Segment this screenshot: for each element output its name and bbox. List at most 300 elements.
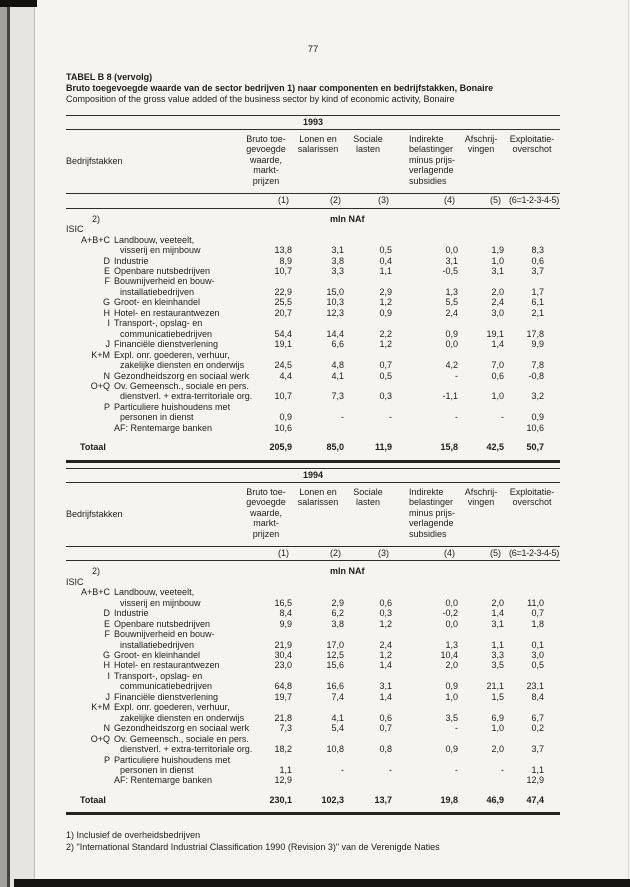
row-label-line: Bouwnijverheid en bouw- [114, 629, 215, 640]
value-cell: - [455, 412, 458, 423]
column-number: (4) [392, 546, 458, 560]
row-label [110, 755, 240, 776]
value-cell: 3,8 [331, 618, 344, 629]
column-header-line: prijzen [252, 175, 280, 186]
column-header-line: vingen [467, 144, 495, 155]
value-cell: 2,9 [379, 286, 392, 297]
column-header-line: Indirekte [409, 486, 444, 497]
isic-code: H [103, 660, 110, 671]
table-title-dutch: Bruto toegevoegde waarde van de sector bedrijven 1) naar componenten en bedrijfstakken, Bonaire [66, 83, 494, 93]
row-label [110, 339, 240, 349]
table-row [66, 671, 560, 692]
isic-code: D [103, 255, 110, 266]
value-cell: 0,6 [531, 255, 544, 266]
value-cell: 3,3 [331, 265, 344, 276]
value-cell: 3,0 [491, 307, 504, 318]
value-cell: 3,1 [491, 618, 504, 629]
footnote-1: 1) Inclusief de overheidsbedrijven [66, 830, 201, 841]
value-cell: 1,4 [379, 660, 392, 671]
value-cell: 4,2 [445, 360, 458, 371]
column-number: (1) [240, 546, 292, 560]
column-header-line: markt- [253, 165, 279, 176]
column-header [392, 130, 458, 194]
value-cell: 0,1 [531, 639, 544, 650]
column-header [504, 130, 560, 194]
value-cell: 3,5 [445, 712, 458, 723]
table-row [66, 350, 560, 371]
table-1993 [66, 115, 560, 463]
value-cell: 13,8 [274, 245, 292, 256]
table-row [66, 692, 560, 702]
table-row [66, 371, 560, 381]
value-cell: 1,8 [531, 618, 544, 629]
scan-bottom-bar [14, 879, 630, 887]
table-row [66, 660, 560, 670]
column-header-row [66, 130, 560, 194]
column-number-row [66, 546, 560, 560]
row-label-line: Ov. Gemeensch., sociale en pers. [114, 380, 249, 391]
row-label-line: Transport-, opslag- en [114, 318, 203, 329]
row-label-line: Groot- en kleinhandel [114, 650, 201, 661]
value-cell: 2,0 [445, 660, 458, 671]
value-cell: 7,3 [331, 391, 344, 402]
value-cell: 9,9 [531, 339, 544, 350]
value-cell: 2,9 [331, 597, 344, 608]
value-cell: 23,1 [526, 681, 544, 692]
row-label [110, 308, 240, 318]
value-cell: 17,8 [526, 328, 544, 339]
value-cell: 3,2 [531, 391, 544, 402]
value-cell: 0,2 [531, 723, 544, 734]
value-cell: -0,2 [442, 608, 458, 619]
value-cell: 12,9 [274, 775, 292, 786]
column-header-line: Sociale [353, 134, 383, 144]
row-label [110, 619, 240, 629]
row-label-line: Particuliere huishoudens met [114, 754, 231, 765]
isic-code: E [103, 618, 110, 629]
row-label-line: visserij en mijnbouw [120, 597, 201, 608]
isic-code: A+B+C [80, 587, 110, 598]
value-cell: 0,0 [445, 618, 458, 629]
row-header-label: Bedrijfstakken [66, 483, 240, 547]
value-cell: 21,1 [486, 681, 504, 692]
row-label-line: dienstverl. + extra-territoriale org. [120, 744, 253, 755]
value-cell: 11,0 [527, 597, 544, 608]
data-table [66, 130, 560, 456]
value-cell: 24,5 [274, 360, 292, 371]
isic-code: P [103, 754, 110, 765]
value-cell: 10,4 [440, 650, 458, 661]
row-label-line: Transport-, opslag- en [114, 670, 203, 681]
value-cell: -1,1 [442, 391, 458, 402]
column-header-line: waarde, [249, 507, 283, 518]
value-cell: 0,9 [531, 412, 544, 423]
value-cell: 15,6 [326, 660, 344, 671]
column-header [344, 483, 392, 547]
row-label-line: Industrie [114, 255, 149, 266]
isic-code: G [102, 297, 110, 308]
value-cell [292, 423, 344, 433]
row-label-line: Groot- en kleinhandel [114, 297, 201, 308]
value-cell: 0,0 [445, 339, 458, 350]
row-label [110, 256, 240, 266]
column-header-line: lasten [355, 144, 381, 155]
scan-corner-black [0, 0, 37, 7]
book-spine-shadow [0, 0, 7, 887]
row-header-label: Bedrijfstakken [66, 130, 240, 194]
column-header-line: belastinger [409, 497, 454, 508]
row-label-line: Bouwnijverheid en bouw- [114, 276, 215, 287]
value-cell: - [389, 765, 392, 776]
value-cell: - [389, 412, 392, 423]
row-label [110, 775, 240, 785]
column-header-line: vingen [467, 497, 495, 508]
column-header-line: Sociale [353, 486, 383, 497]
row-label-line: zakelijke diensten en onderwijs [120, 712, 245, 723]
value-cell: 8,9 [279, 255, 292, 266]
row-label [110, 723, 250, 734]
value-cell: 1,4 [491, 339, 504, 350]
total-label: Totaal [80, 794, 106, 805]
value-cell: - [341, 765, 344, 776]
column-header-line: Exploitatie- [509, 486, 555, 497]
value-cell: 1,1 [279, 765, 292, 776]
footnotes [66, 830, 560, 853]
total-row [66, 440, 560, 455]
column-header [458, 130, 504, 194]
total-label: Totaal [80, 442, 106, 453]
isic-code: I [107, 318, 110, 329]
isic-code: K+M [91, 702, 110, 713]
value-cell: 1,3 [445, 639, 458, 650]
isic-label: ISIC [66, 224, 84, 235]
table-1994 [66, 468, 560, 816]
value-cell: 0,9 [445, 681, 458, 692]
isic-code: O+Q [90, 380, 110, 391]
value-cell: 7,3 [279, 723, 292, 734]
row-label [110, 733, 253, 755]
column-header-line: Afschrij- [464, 486, 498, 497]
table-row [66, 650, 560, 660]
isic-code: E [103, 265, 110, 276]
value-cell: 0,9 [445, 744, 458, 755]
column-header [344, 130, 392, 194]
value-cell: 7,8 [531, 360, 544, 371]
value-cell: 15,0 [326, 286, 344, 297]
row-label [110, 266, 240, 276]
table-row [66, 339, 560, 349]
row-label-line: Expl. onr. goederen, verhuur, [114, 349, 230, 360]
value-cell: 64,8 [274, 681, 292, 692]
total-value-cell: 15,8 [440, 442, 458, 453]
table-row [66, 629, 560, 650]
column-header-line: Lonen en [299, 134, 337, 144]
row-label [110, 402, 240, 423]
row-label-line: Gezondheidszorg en sociaal werk [114, 723, 250, 734]
total-value-cell: 230,1 [269, 794, 292, 805]
value-cell: 25,5 [274, 297, 292, 308]
isic-code: J [105, 339, 110, 350]
value-cell: 10,7 [274, 265, 292, 276]
column-header-line: belastinger [409, 144, 454, 155]
table-row [66, 723, 560, 733]
value-cell: 4,1 [331, 370, 344, 381]
column-header-line: Bruto toe- [246, 486, 286, 497]
table-row [66, 276, 560, 297]
value-cell: 0,6 [379, 597, 392, 608]
title-block [66, 72, 560, 105]
unit-label: mln NAf [330, 566, 365, 577]
row-label-line: dienstverl. + extra-territoriale org. [120, 391, 253, 402]
value-cell: 6,2 [331, 608, 344, 619]
row-label [110, 660, 240, 670]
table-row [66, 702, 560, 723]
row-label-line: personen in dienst [120, 412, 194, 423]
row-label-line: AF: Rentemarge banken [114, 422, 213, 433]
value-cell: 21,8 [274, 712, 292, 723]
year-label: 1993 [302, 117, 324, 127]
value-cell: 3,0 [531, 650, 544, 661]
total-value-cell: 205,9 [269, 442, 292, 453]
value-cell: 1,2 [379, 618, 392, 629]
table-row [66, 775, 560, 785]
value-cell: 2,4 [379, 639, 392, 650]
column-header [240, 130, 292, 194]
column-number: (6=1-2-3-4-5) [504, 194, 560, 208]
column-header-line: salarissen [297, 497, 339, 508]
value-cell: 3,7 [531, 265, 544, 276]
column-header [292, 483, 344, 547]
value-cell: 1,0 [491, 391, 504, 402]
value-cell: 20,7 [274, 307, 292, 318]
isic-code [66, 775, 110, 785]
table-row [66, 381, 560, 402]
isic-row [66, 577, 560, 587]
value-cell: 1,5 [491, 691, 504, 702]
isic-code [66, 423, 110, 433]
column-header-row [66, 483, 560, 547]
total-value-cell: 102,3 [321, 794, 344, 805]
value-cell: 4,1 [331, 712, 344, 723]
data-table [66, 483, 560, 809]
value-cell: 1,0 [491, 255, 504, 266]
footnote-2: 2) "International Standard Industrial Classification 1990 (Revision 3)" van de Verenigde Naties [66, 841, 440, 852]
row-label [110, 276, 240, 297]
column-header [292, 130, 344, 194]
column-header-line: minus prijs- [409, 507, 456, 518]
total-value-cell: 50,7 [526, 442, 544, 453]
value-cell: 6,7 [531, 712, 544, 723]
value-cell: 0,6 [491, 370, 504, 381]
column-header-line: lasten [355, 497, 381, 508]
total-value-cell: 19,8 [440, 794, 458, 805]
value-cell: 18,2 [274, 744, 292, 755]
column-header-line: salarissen [297, 144, 339, 155]
row-label-line: Openbare nutsbedrijven [114, 618, 211, 629]
table-row [66, 755, 560, 776]
table-title-english: Composition of the gross value added of the business sector by kind of economic activity, Bonaire [66, 94, 455, 104]
page-number: 77 [307, 44, 319, 55]
column-header-line: overschot [512, 144, 552, 155]
row-label [110, 380, 253, 402]
row-label-line: Particuliere huishoudens met [114, 401, 231, 412]
column-header-line: gevoegde [246, 144, 286, 155]
row-label-line: Hotel- en restaurantwezen [114, 660, 220, 671]
column-header-line: subsidies [409, 528, 447, 539]
value-cell: 4,8 [331, 360, 344, 371]
value-cell: 6,6 [331, 339, 344, 350]
page-curve-shading [10, 0, 34, 887]
value-cell: 6,9 [491, 712, 504, 723]
row-label-line: zakelijke diensten en onderwijs [120, 360, 245, 371]
value-cell: 9,9 [279, 618, 292, 629]
value-cell: 3,5 [491, 660, 504, 671]
row-label-line: Hotel- en restaurantwezen [114, 307, 220, 318]
row-label [110, 629, 240, 650]
unit-row [66, 208, 560, 224]
value-cell: 0,9 [279, 412, 292, 423]
value-cell [392, 423, 458, 433]
column-number: (2) [292, 194, 344, 208]
value-cell: 4,4 [279, 370, 292, 381]
total-value-cell: 85,0 [326, 442, 344, 453]
value-cell: 3,1 [331, 245, 344, 256]
row-label [110, 349, 245, 371]
unit-row [66, 561, 560, 577]
value-cell: 1,4 [379, 691, 392, 702]
row-label-line: personen in dienst [120, 765, 194, 776]
value-cell: 1,2 [379, 297, 392, 308]
value-cell: 7,4 [331, 691, 344, 702]
value-cell: 30,4 [274, 650, 292, 661]
row-label [110, 235, 240, 256]
value-cell: 19,1 [274, 339, 292, 350]
column-header-line: subsidies [409, 175, 447, 186]
row-label-line: AF: Rentemarge banken [114, 775, 213, 786]
row-label-line: Financiële dienstverlening [114, 691, 219, 702]
value-cell: 1,1 [491, 639, 504, 650]
table-row [66, 318, 560, 339]
value-cell: 0,9 [379, 307, 392, 318]
value-cell: 19,1 [486, 328, 504, 339]
value-cell: 6,1 [531, 297, 544, 308]
value-cell: 10,7 [274, 391, 292, 402]
row-label-line: Openbare nutsbedrijven [114, 265, 211, 276]
value-cell: - [455, 765, 458, 776]
column-header-line: Indirekte [409, 134, 444, 144]
column-header-line: Lonen en [299, 486, 337, 497]
value-cell: 8,4 [279, 608, 292, 619]
isic-code: J [105, 691, 110, 702]
column-number: (4) [392, 194, 458, 208]
column-header-line: minus prijs- [409, 154, 456, 165]
value-cell: 1,4 [491, 608, 504, 619]
row-label-line: Landbouw, veeteelt, [114, 587, 195, 598]
year-label: 1994 [302, 469, 324, 480]
isic-code: K+M [91, 349, 110, 360]
value-cell: -0,5 [442, 265, 458, 276]
isic-code: F [104, 629, 110, 640]
isic-footnote-marker: 2) [91, 566, 100, 577]
row-label [110, 318, 240, 339]
column-header [240, 483, 292, 547]
value-cell: 5,5 [445, 297, 458, 308]
row-label [110, 423, 240, 433]
table-row [66, 256, 560, 266]
value-cell [458, 423, 504, 433]
value-cell: 1,2 [379, 339, 392, 350]
value-cell: 3,1 [491, 265, 504, 276]
isic-code: D [103, 608, 110, 619]
total-value-cell: 13,7 [374, 794, 392, 805]
row-label [110, 650, 240, 660]
column-header-line: Exploitatie- [509, 134, 555, 144]
value-cell: 12,9 [526, 775, 544, 786]
column-header-line: markt- [253, 518, 279, 529]
column-number-row [66, 194, 560, 208]
isic-code: N [103, 370, 110, 381]
table-row [66, 587, 560, 608]
table-row [66, 266, 560, 276]
total-value-cell: 47,4 [526, 794, 544, 805]
value-cell: 0,3 [379, 608, 392, 619]
value-cell: 21,9 [274, 639, 292, 650]
value-cell: 1,0 [491, 723, 504, 734]
column-number: (5) [458, 194, 504, 208]
value-cell [344, 775, 392, 785]
value-cell: 3,1 [445, 255, 458, 266]
value-cell: 0,0 [445, 245, 458, 256]
column-header-line: gevoegde [246, 497, 286, 508]
column-header-line: overschot [512, 497, 552, 508]
value-cell: 0,7 [531, 608, 544, 619]
total-value-cell: 46,9 [486, 794, 504, 805]
row-label [110, 370, 250, 381]
value-cell: 23,0 [274, 660, 292, 671]
table-row [66, 297, 560, 307]
value-cell: 17,0 [326, 639, 344, 650]
unit-label: mln NAf [330, 213, 365, 224]
value-cell: 54,4 [274, 328, 292, 339]
value-cell: 16,6 [326, 681, 344, 692]
table-row [66, 423, 560, 433]
isic-label: ISIC [66, 576, 84, 587]
value-cell: 10,6 [274, 422, 292, 433]
table-bottom-rule [66, 812, 560, 815]
value-cell: - [455, 723, 458, 734]
value-cell: 1,7 [531, 286, 544, 297]
value-cell: - [501, 412, 504, 423]
value-cell: 2,0 [491, 597, 504, 608]
value-cell: 22,9 [274, 286, 292, 297]
page-fold-line [34, 0, 35, 887]
column-number: (3) [344, 546, 392, 560]
value-cell [344, 423, 392, 433]
row-label [110, 608, 240, 618]
value-cell: 3,8 [331, 255, 344, 266]
value-cell: 10,3 [326, 297, 344, 308]
isic-code: G [102, 650, 110, 661]
value-cell: - [341, 412, 344, 423]
value-cell: 2,1 [531, 307, 544, 318]
value-cell [458, 775, 504, 785]
value-cell: 0,0 [445, 597, 458, 608]
row-label-line: communicatiebedrijven [120, 328, 213, 339]
value-cell: 2,0 [491, 744, 504, 755]
value-cell: 7,0 [491, 360, 504, 371]
row-label-line: Ov. Gemeensch., sociale en pers. [114, 733, 249, 744]
value-cell: 3,1 [379, 681, 392, 692]
